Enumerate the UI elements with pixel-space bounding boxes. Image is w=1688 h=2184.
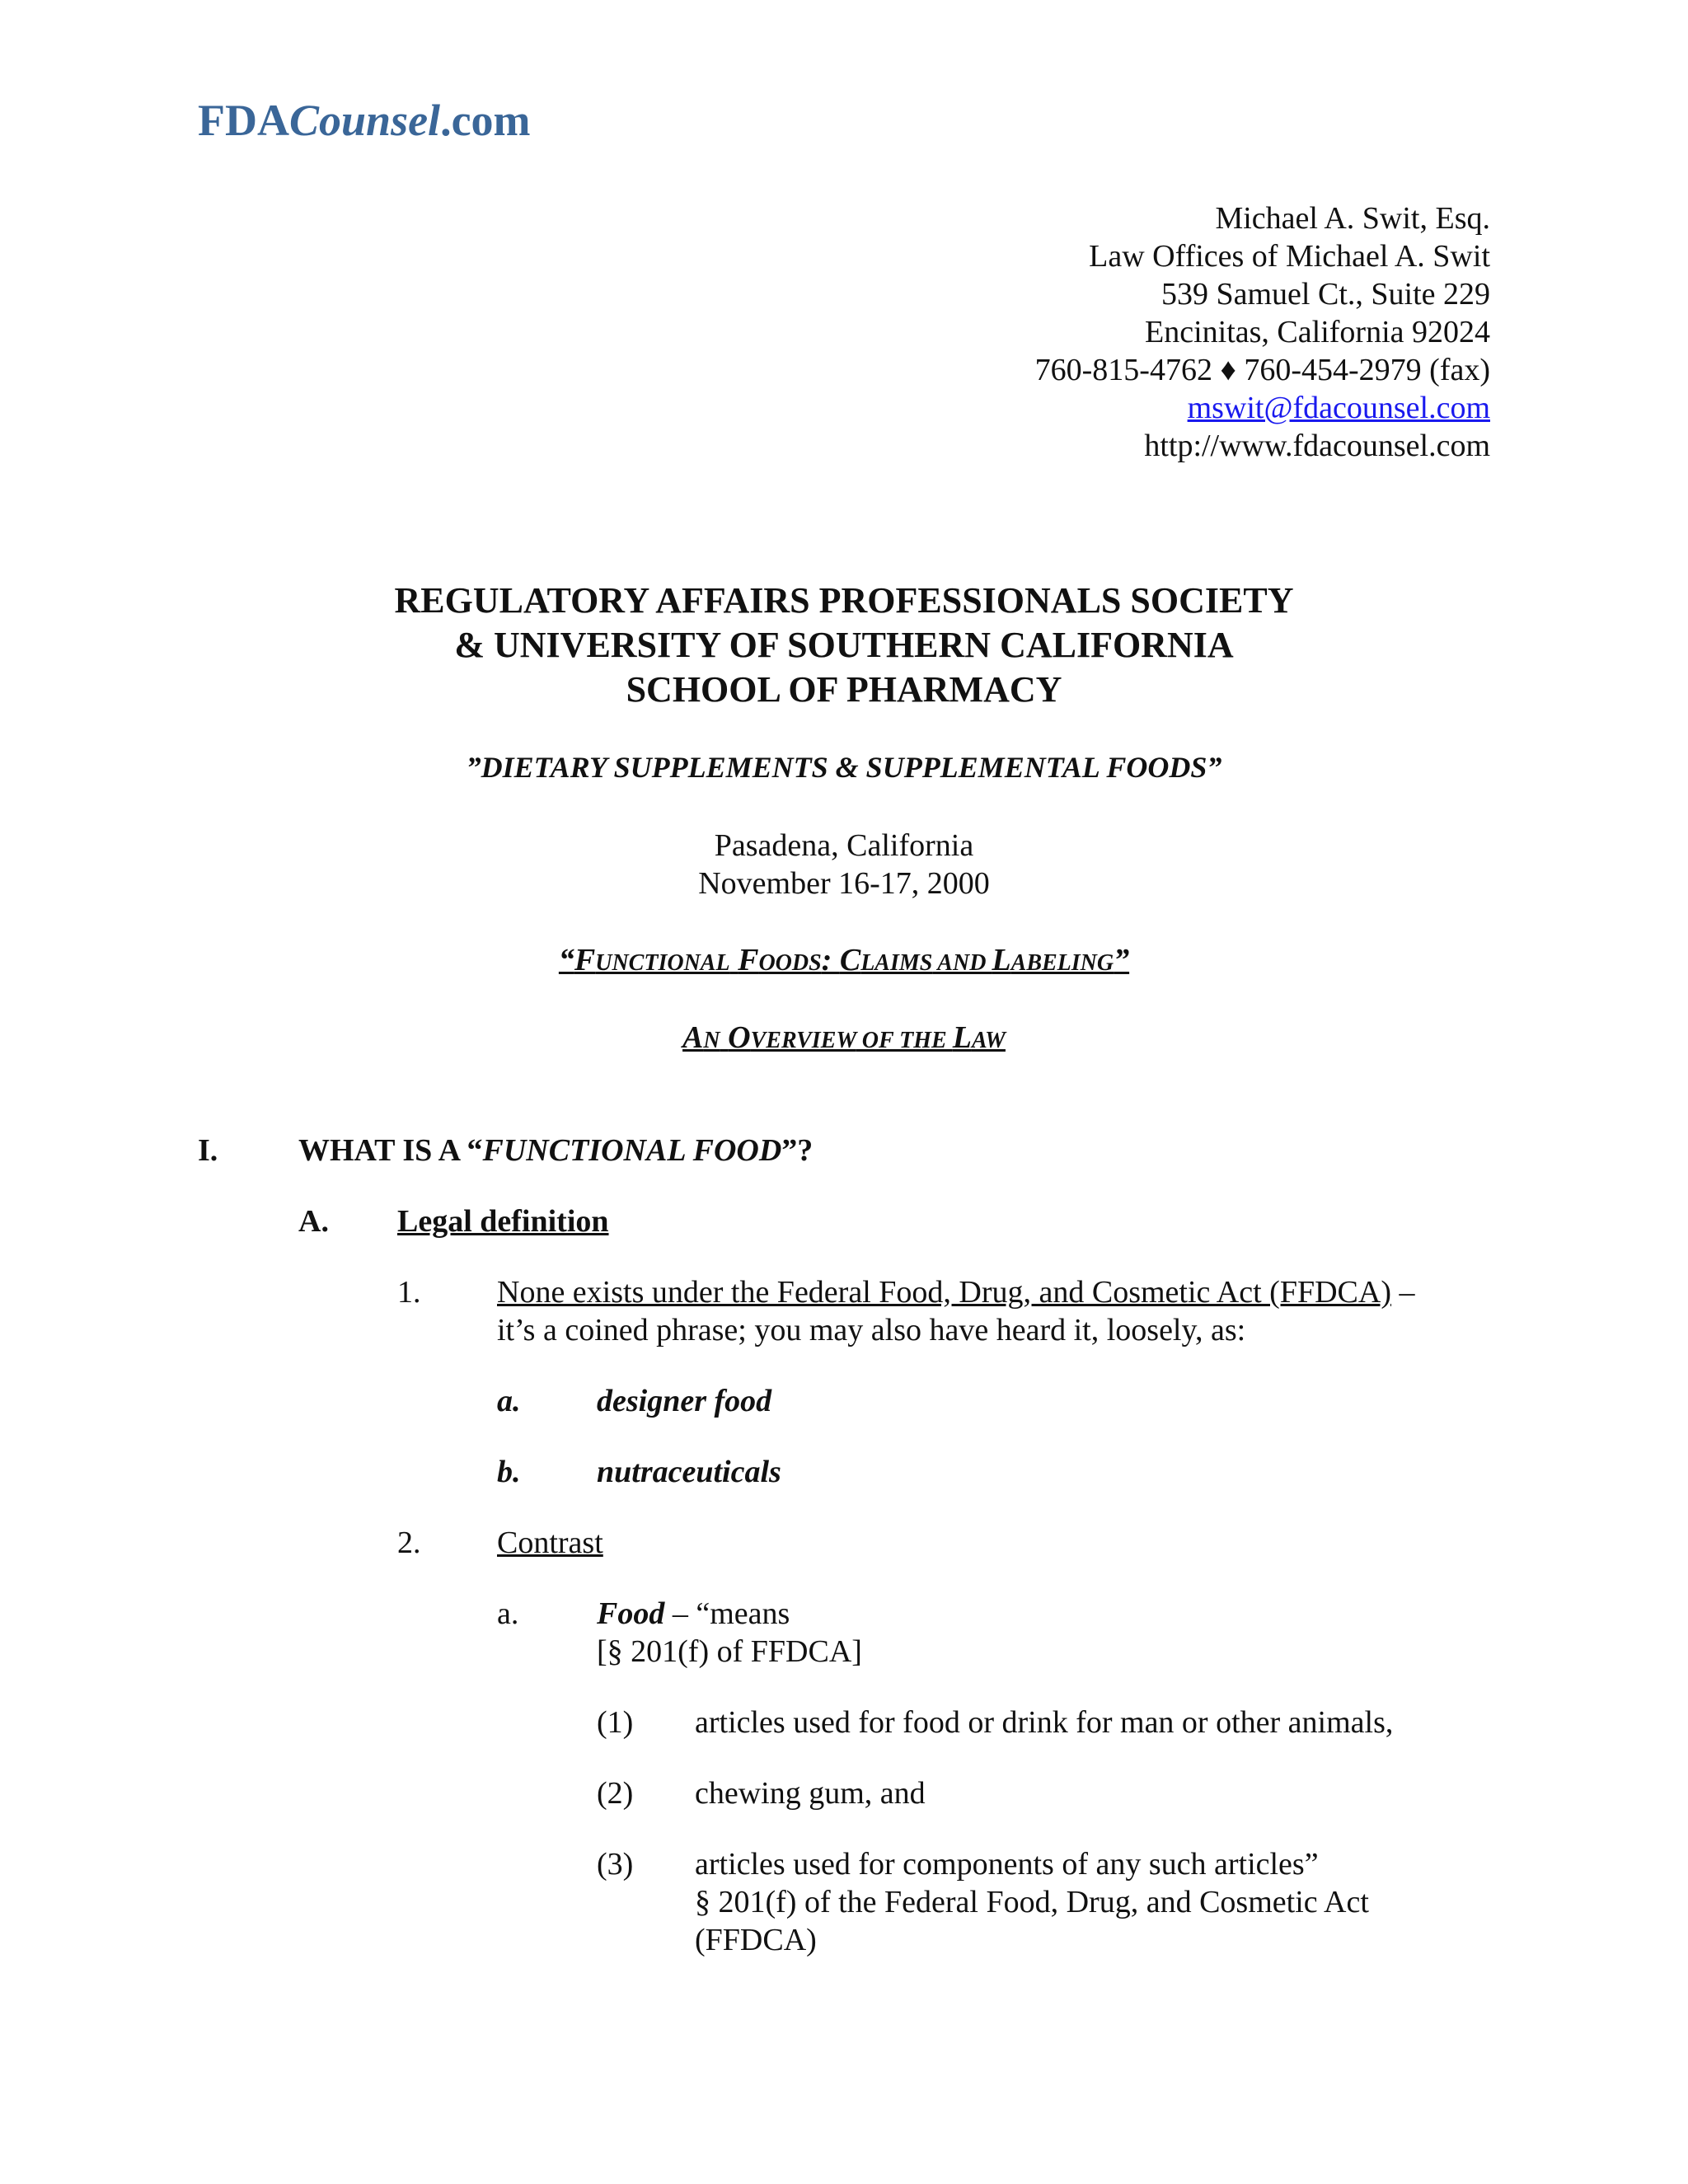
overview-subtitle: AN OVERVIEW OF THE LAW — [682, 1020, 1006, 1055]
section-a-number: A. — [298, 1204, 329, 1239]
item-2a-number: a. — [497, 1596, 519, 1631]
item-1b-text: nutraceuticals — [597, 1455, 781, 1489]
address-block — [1035, 199, 1490, 465]
section-i-number: I. — [198, 1133, 218, 1168]
organization-line-3: SCHOOL OF PHARMACY — [626, 669, 1062, 710]
logo-part-counsel: Counsel — [288, 96, 441, 145]
section-a-heading: Legal definition — [397, 1204, 609, 1239]
organization-heading — [0, 579, 1688, 712]
item-1-text-line-2: it’s a coined phrase; you may also have heard it, loosely, as: — [497, 1313, 1246, 1347]
logo-part-fda: FDA — [198, 96, 289, 145]
subitem-3-text: articles used for components of any such articles” — [695, 1847, 1319, 1882]
subitem-3-number: (3) — [597, 1847, 634, 1882]
subitem-3-text-line-2: § 201(f) of the Federal Food, Drug, and Cosmetic Act — [695, 1885, 1369, 1919]
item-2a-reference: [§ 201(f) of FFDCA] — [597, 1634, 862, 1669]
location-date — [0, 827, 1688, 902]
subitem-2-text: chewing gum, and — [695, 1776, 926, 1811]
item-1-text: None exists under the Federal Food, Drug, and Cosmetic Act (FFDCA) – — [497, 1275, 1415, 1310]
item-1a-number: a. — [497, 1384, 521, 1418]
item-2-text: Contrast — [497, 1526, 603, 1560]
subitem-1-number: (1) — [597, 1705, 634, 1740]
fdacounsel-logo — [198, 95, 531, 146]
logo-part-com: .com — [440, 96, 531, 145]
author-name: Michael A. Swit, Esq. — [1215, 201, 1490, 236]
subitem-2-number: (2) — [597, 1776, 634, 1811]
item-2-number: 2. — [397, 1526, 421, 1560]
street-address: 539 Samuel Ct., Suite 229 — [1161, 277, 1490, 312]
email-link[interactable]: mswit@fdacounsel.com — [1187, 391, 1490, 425]
location: Pasadena, California — [714, 828, 974, 863]
item-1b-number: b. — [497, 1455, 521, 1489]
organization-line-2: & UNIVERSITY OF SOUTHERN CALIFORNIA — [454, 625, 1234, 665]
item-1-number: 1. — [397, 1275, 421, 1310]
date: November 16-17, 2000 — [698, 866, 990, 901]
phone-fax: 760-815-4762 ♦ 760-454-2979 (fax) — [1034, 353, 1490, 387]
website-url: http://www.fdacounsel.com — [1144, 429, 1490, 463]
section-i-heading: WHAT IS A “FUNCTIONAL FOOD”? — [298, 1133, 814, 1168]
subitem-1-text: articles used for food or drink for man or other animals, — [695, 1705, 1394, 1740]
subitem-3-text-line-3: (FFDCA) — [695, 1923, 817, 1957]
city-state-zip: Encinitas, California 92024 — [1145, 315, 1490, 349]
conference-title: ”DIETARY SUPPLEMENTS & SUPPLEMENTAL FOODS” — [466, 751, 1222, 784]
item-2a-text: Food – “means — [597, 1596, 790, 1631]
item-1a-text: designer food — [597, 1384, 772, 1418]
law-firm: Law Offices of Michael A. Swit — [1089, 239, 1490, 274]
topic-title: “FUNCTIONAL FOODS: CLAIMS AND LABELING” — [558, 943, 1130, 977]
organization-line-1: REGULATORY AFFAIRS PROFESSIONALS SOCIETY — [394, 580, 1294, 621]
